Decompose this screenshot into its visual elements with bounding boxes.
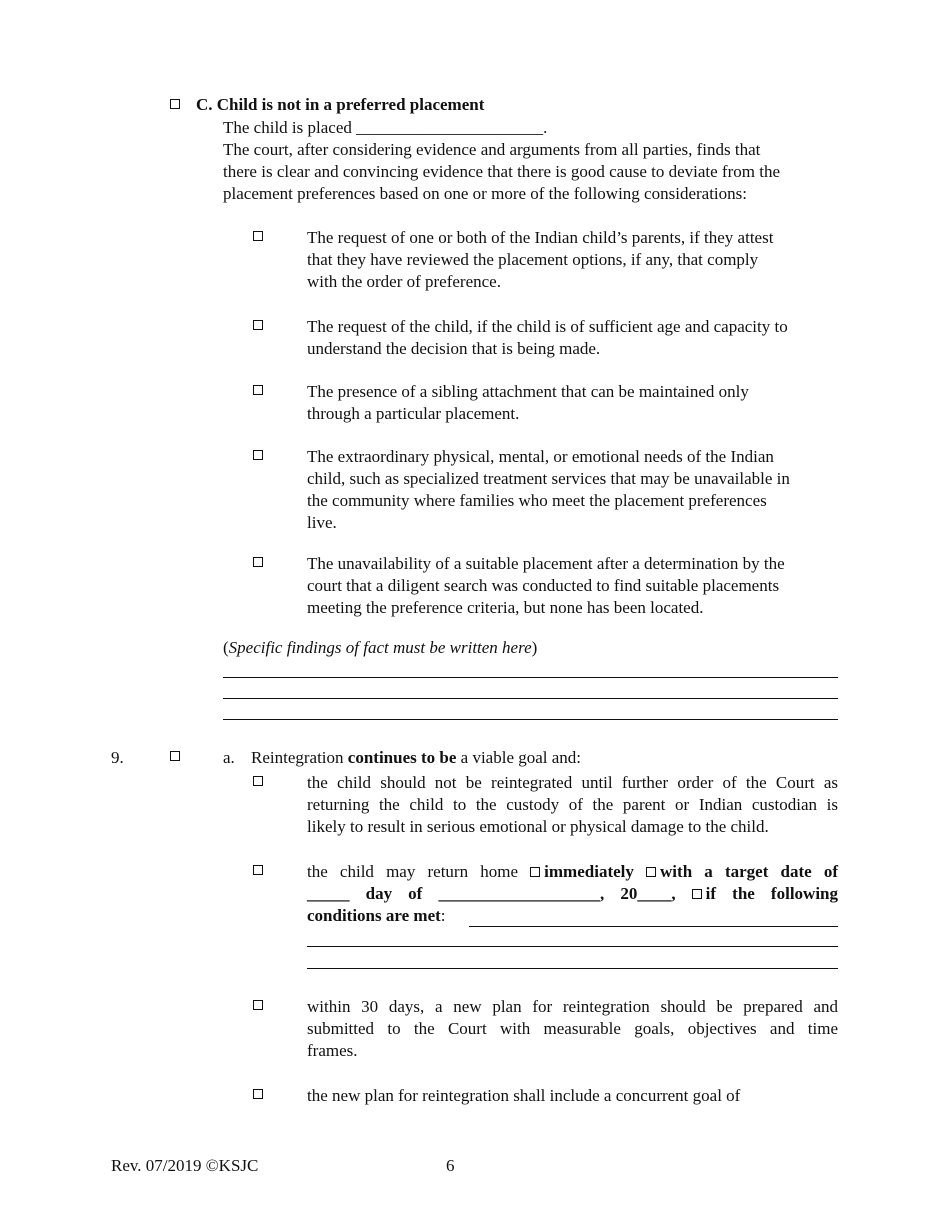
item-line: the child should not be reintegrated until further order of the Court as — [307, 773, 838, 792]
findings-write-line-1[interactable] — [223, 677, 838, 678]
not-reintegrated-checkbox[interactable] — [253, 776, 263, 786]
consideration-line: The extraordinary physical, mental, or emotional needs of the Indian — [307, 447, 774, 466]
conditions-checkbox[interactable] — [692, 889, 702, 899]
court-finding-line-2: there is clear and convincing evidence that there is good cause to deviate from the — [223, 162, 780, 181]
section-9-checkbox[interactable] — [170, 751, 180, 761]
conditions-label: if the following — [705, 884, 838, 903]
consideration-line: meeting the preference criteria, but none has been located. — [307, 598, 704, 617]
consideration-sibling-attachment — [307, 381, 837, 425]
consideration-line: live. — [307, 513, 337, 532]
day-of-label: day of — [365, 884, 423, 903]
consideration-extraordinary-needs — [307, 446, 837, 534]
year-blank[interactable]: 20____, — [620, 884, 676, 903]
return-home-line-3 — [307, 905, 838, 927]
consideration-line: that they have reviewed the placement options, if any, that comply — [307, 250, 759, 269]
findings-paren: ) — [531, 638, 538, 657]
consideration-checkbox-sibling[interactable] — [253, 385, 263, 395]
month-blank[interactable]: ___________________, — [438, 884, 605, 903]
item-line: within 30 days, a new plan for reintegration should be prepared and — [307, 997, 838, 1016]
consideration-line: The request of one or both of the Indian child’s parents, if they attest — [307, 228, 774, 247]
consideration-child-request — [307, 316, 837, 360]
new-plan-checkbox[interactable] — [253, 1000, 263, 1010]
child-placed-blank[interactable]: ______________________. — [356, 118, 548, 137]
consideration-line: understand the decision that is being made. — [307, 339, 601, 358]
consideration-line: The request of the child, if the child is of sufficient age and capacity to — [307, 317, 788, 336]
consideration-checkbox-parents[interactable] — [253, 231, 263, 241]
not-reintegrated-text — [307, 772, 838, 838]
section-9-number: 9. — [111, 748, 124, 767]
target-date-label: with a target date of — [660, 862, 839, 881]
consideration-line: The unavailability of a suitable placement after a determination by the — [307, 554, 785, 573]
consideration-line: through a particular placement. — [307, 404, 520, 423]
consideration-line: with the order of preference. — [307, 272, 501, 291]
section-c-heading: C. Child is not in a preferred placement — [196, 95, 485, 114]
child-placed-label: The child is placed — [223, 118, 352, 137]
findings-write-line-3[interactable] — [223, 719, 838, 720]
immediately-label: immediately — [544, 862, 634, 881]
consideration-line: child, such as specialized treatment services that may be unavailable in — [307, 469, 790, 488]
conditions-line-1[interactable] — [469, 926, 838, 927]
consideration-parents-request — [307, 227, 837, 293]
conditions-met-label: conditions are met — [307, 906, 441, 925]
findings-paren: ( — [223, 638, 229, 657]
consideration-line: The presence of a sibling attachment that can be maintained only — [307, 382, 749, 401]
immediately-checkbox[interactable] — [530, 867, 540, 877]
preferred-placement-checkbox[interactable] — [170, 99, 180, 109]
return-home-line-2 — [307, 883, 838, 905]
footer-revision: Rev. 07/2019 ©KSJC — [111, 1156, 259, 1175]
reintegration-text: Reintegration — [251, 748, 344, 767]
new-plan-text — [307, 996, 838, 1062]
consideration-checkbox-child[interactable] — [253, 320, 263, 330]
findings-write-line-2[interactable] — [223, 698, 838, 699]
court-finding-line-1: The court, after considering evidence and arguments from all parties, finds that — [223, 140, 761, 159]
consideration-line: the community where families who meet the placement preferences — [307, 491, 767, 510]
reintegration-text: a viable goal and: — [460, 748, 582, 767]
return-home-text — [307, 861, 838, 927]
section-9-sub-a: a. — [223, 748, 235, 767]
return-home-checkbox[interactable] — [253, 865, 263, 875]
consideration-line: court that a diligent search was conducted to find suitable placements — [307, 576, 780, 595]
consideration-unavailability — [307, 553, 837, 619]
concurrent-goal-text: the new plan for reintegration shall include a concurrent goal of — [307, 1086, 741, 1105]
target-date-checkbox[interactable] — [646, 867, 656, 877]
conditions-line-2[interactable] — [307, 946, 838, 947]
item-line: returning the child to the custody of the parent or Indian custodian is — [307, 795, 838, 814]
item-line: likely to result in serious emotional or physical damage to the child. — [307, 817, 769, 836]
return-home-line-1 — [307, 861, 838, 883]
item-line: submitted to the Court with measurable goals, objectives and time — [307, 1019, 838, 1038]
findings-instruction — [223, 637, 537, 659]
reintegration-bold-text: continues to be — [347, 748, 457, 767]
child-placed-line — [223, 117, 547, 139]
item-line: frames. — [307, 1041, 358, 1060]
return-home-label: the child may return home — [307, 862, 519, 881]
footer-page-number: 6 — [446, 1156, 455, 1175]
concurrent-goal-checkbox[interactable] — [253, 1089, 263, 1099]
findings-italic-text: Specific findings of fact must be written here — [228, 638, 532, 657]
reintegration-statement — [251, 747, 581, 769]
conditions-line-3[interactable] — [307, 968, 838, 969]
consideration-checkbox-needs[interactable] — [253, 450, 263, 460]
court-finding-line-3: placement preferences based on one or more of the following considerations: — [223, 184, 747, 203]
consideration-checkbox-unavailability[interactable] — [253, 557, 263, 567]
day-blank[interactable]: _____ — [307, 884, 350, 903]
colon: : — [440, 906, 446, 925]
